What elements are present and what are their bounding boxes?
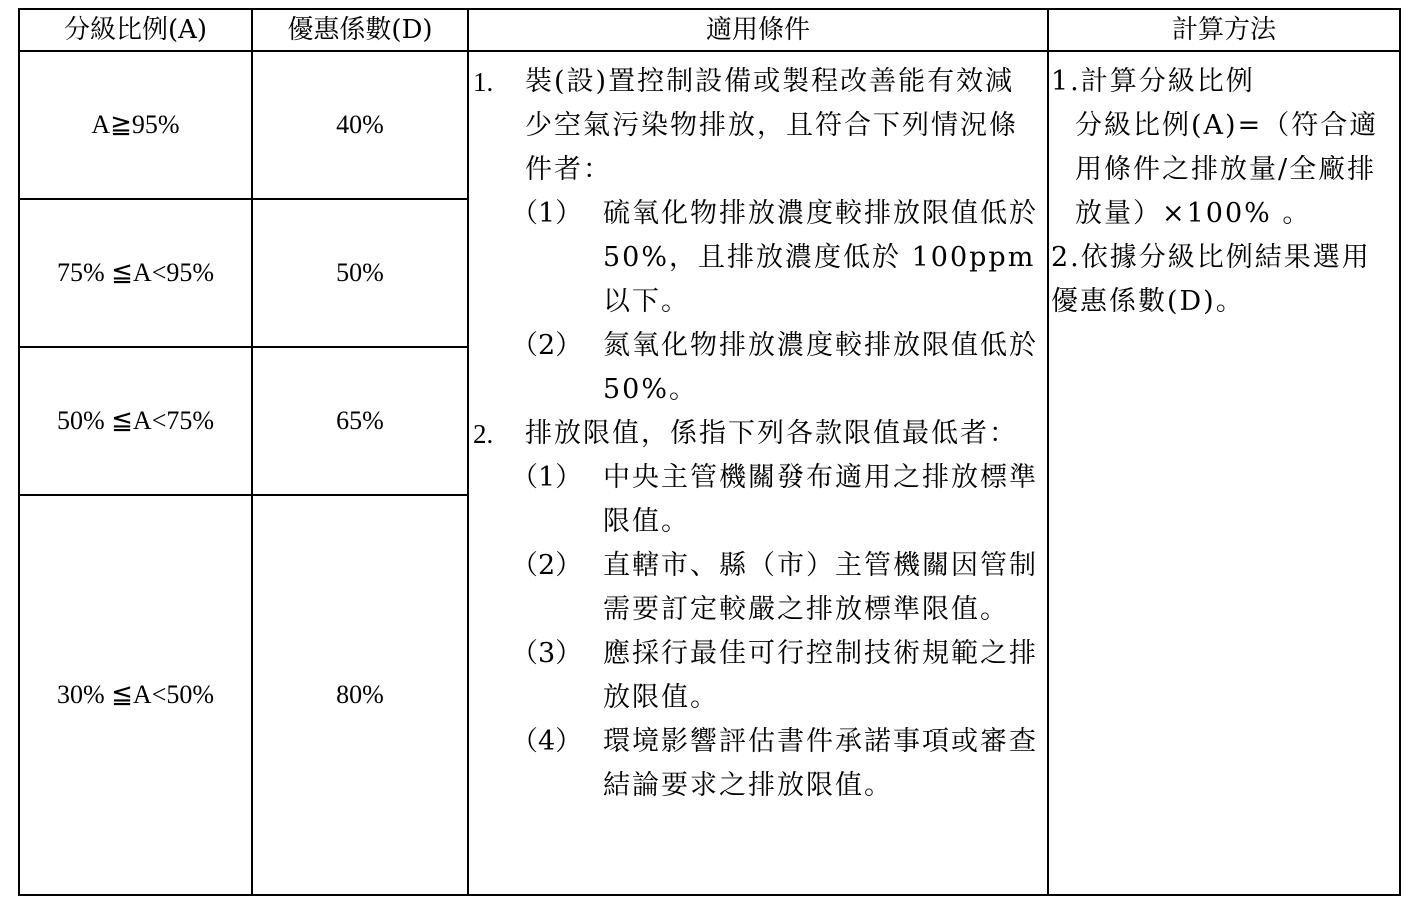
condition-subitem: （3） 應採行最佳可行控制技術規範之排放限值。 [511,638,1038,713]
condition-subitem: （1） 硫氧化物排放濃度較排放限值低於 50%，且排放濃度低於 100ppm 以下。 [511,198,1038,317]
header-calculation: 計算方法 [1048,9,1400,51]
calculation-cell [1048,51,1400,895]
condition-subitem: （2） 直轄市、縣（市）主管機關因管制需要訂定較嚴之排放標準限值。 [511,550,1038,625]
coefficient-cell: 65% [252,347,468,495]
ratio-cell: 30% ≦A<50% [19,495,252,895]
table-row [19,51,1400,199]
conditions-cell [468,51,1048,895]
condition-subitem: （4） 環境影響評估書件承諾事項或審查結論要求之排放限值。 [511,726,1038,801]
header-row [19,9,1400,51]
ratio-cell: A≧95% [19,51,252,199]
header-conditions: 適用條件 [468,9,1048,51]
header-coefficient: 優惠係數(D) [252,9,468,51]
coefficient-cell: 40% [252,51,468,199]
calculation-step-2: 2.依據分級比例結果選用優惠係數(D)。 [1051,242,1371,317]
coefficient-cell: 80% [252,495,468,895]
condition-item-2: 2. 排放限值，係指下列各款限值最低者： [473,418,1018,449]
calculation-formula: 分級比例(A)=（符合適用條件之排放量/全廠排放量）×100% 。 [1075,110,1379,229]
discount-table [18,8,1401,896]
condition-subitem: （2） 氮氧化物排放濃度較排放限值低於 50%。 [511,330,1038,405]
calculation-step-1: 1.計算分級比例 [1051,66,1255,97]
coefficient-cell: 50% [252,199,468,347]
ratio-cell: 75% ≦A<95% [19,199,252,347]
ratio-cell: 50% ≦A<75% [19,347,252,495]
condition-subitem: （1） 中央主管機關發布適用之排放標準限值。 [511,462,1038,537]
header-ratio: 分級比例(A) [19,9,252,51]
condition-item-1: 1. 裝(設)置控制設備或製程改善能有效減少空氣污染物排放，且符合下列情況條件者： [473,66,1018,185]
